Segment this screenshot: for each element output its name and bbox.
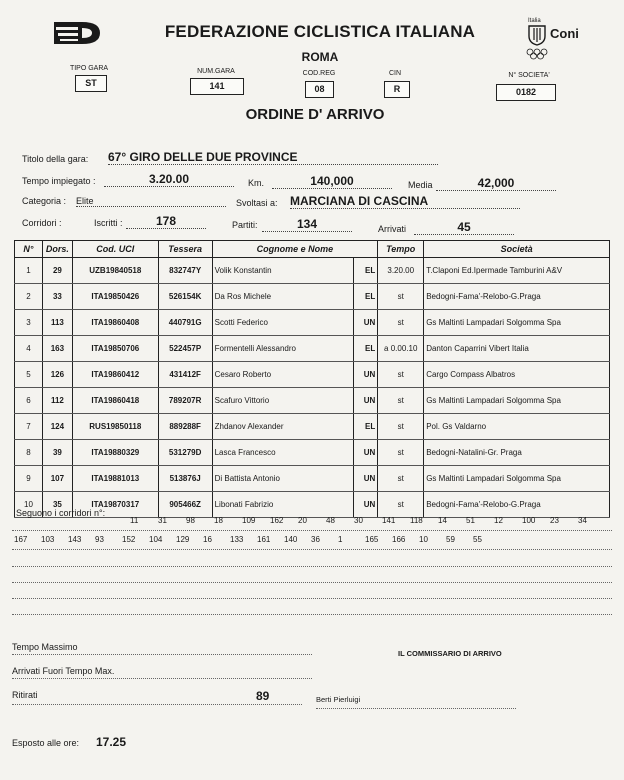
started-label: Partiti: [232, 220, 258, 230]
posted-label: Esposto alle ore: [12, 738, 80, 748]
cell-time: st [378, 440, 424, 466]
cell-dors: 126 [42, 362, 72, 388]
divider-line [12, 549, 612, 550]
cell-uci: ITA19850706 [72, 336, 158, 362]
out-of-time-line [12, 678, 312, 679]
cell-name: Scotti Federico [212, 310, 354, 336]
commissario-label: IL COMMISSARIO DI ARRIVO [398, 649, 502, 658]
riders-label: Corridori : [22, 218, 62, 228]
divider-line [12, 582, 612, 583]
race-title-value: 67° GIRO DELLE DUE PROVINCE [108, 150, 438, 165]
cell-uci: ITA19870317 [72, 492, 158, 518]
following-numbers-line-2 [14, 535, 504, 547]
cell-pos: 3 [15, 310, 43, 336]
finished-label: Arrivati [378, 224, 407, 234]
cell-team: Danton Caparrini Vibert Italia [424, 336, 610, 362]
following-rider-number: 104 [149, 535, 163, 544]
header-pos: N° [15, 241, 43, 258]
cell-cat: EL [354, 414, 378, 440]
category-value: Elite [76, 196, 226, 207]
cell-pos: 10 [15, 492, 43, 518]
cell-uci: ITA19860408 [72, 310, 158, 336]
cell-name: Da Ros Michele [212, 284, 354, 310]
table-row [15, 440, 610, 466]
coni-logo [524, 18, 584, 64]
olympic-rings-icon [526, 48, 548, 60]
retired-label: Ritirati [12, 690, 38, 700]
table-row [15, 388, 610, 414]
fci-logo [52, 18, 104, 48]
societa-num-label: N° SOCIETA' [508, 72, 550, 79]
following-rider-number: 11 [130, 516, 139, 525]
cell-dors: 35 [42, 492, 72, 518]
cell-time: st [378, 362, 424, 388]
following-rider-number: 166 [392, 535, 406, 544]
cell-time: st [378, 466, 424, 492]
cell-team: Gs Maltinti Lampadari Solgomma Spa [424, 388, 610, 414]
table-row [15, 258, 610, 284]
cell-pos: 7 [15, 414, 43, 440]
location-value: MARCIANA DI CASCINA [290, 194, 520, 209]
signature-line [316, 708, 516, 709]
cell-uci: ITA19860418 [72, 388, 158, 414]
cell-name: Lasca Francesco [212, 440, 354, 466]
following-rider-number: 98 [186, 516, 195, 525]
km-value: 140,000 [272, 174, 392, 189]
cell-name: Cesaro Roberto [212, 362, 354, 388]
cell-uci: ITA19850426 [72, 284, 158, 310]
coni-label: Coni [550, 26, 579, 41]
started-value: 134 [262, 217, 352, 232]
cell-tessera: 832747Y [158, 258, 212, 284]
registered-label: Iscritti : [94, 218, 123, 228]
cell-cat: UN [354, 362, 378, 388]
following-rider-number: 34 [578, 516, 587, 525]
retired-line [12, 704, 302, 705]
cell-cat: UN [354, 440, 378, 466]
table-header-row [15, 241, 610, 258]
cell-pos: 6 [15, 388, 43, 414]
cell-name: Formentelli Alessandro [212, 336, 354, 362]
following-rider-number: 152 [122, 535, 136, 544]
media-value: 42,000 [436, 176, 556, 191]
cell-dors: 29 [42, 258, 72, 284]
cell-team: Bedogni-Natalini-Gr. Praga [424, 440, 610, 466]
cell-pos: 9 [15, 466, 43, 492]
cell-pos: 1 [15, 258, 43, 284]
category-label: Categoria : [22, 196, 67, 206]
num-gara-value: 141 [190, 78, 244, 95]
retired-value: 89 [256, 689, 270, 703]
cell-team: Cargo Compass Albatros [424, 362, 610, 388]
following-rider-number: 30 [354, 516, 363, 525]
max-time-label: Tempo Massimo [12, 642, 78, 652]
following-rider-number: 48 [326, 516, 335, 525]
cell-pos: 5 [15, 362, 43, 388]
following-rider-number: 18 [214, 516, 223, 525]
time-label: Tempo impiegato : [22, 176, 96, 186]
following-rider-number: 59 [446, 535, 455, 544]
federation-title: FEDERAZIONE CICLISTICA ITALIANA [164, 22, 476, 41]
cin-label: CIN [388, 70, 402, 77]
following-rider-number: 165 [365, 535, 379, 544]
table-row [15, 466, 610, 492]
following-rider-number: 36 [311, 535, 320, 544]
divider-line [12, 614, 612, 615]
results-table [14, 240, 610, 518]
table-row [15, 310, 610, 336]
following-rider-number: 103 [41, 535, 55, 544]
cell-time: st [378, 492, 424, 518]
cell-team: Gs Maltinti Lampadari Solgomma Spa [424, 466, 610, 492]
header-tessera: Tessera [158, 241, 212, 258]
following-rider-number: 161 [257, 535, 271, 544]
cell-uci: UZB19840518 [72, 258, 158, 284]
cell-tessera: 522457P [158, 336, 212, 362]
following-rider-number: 129 [176, 535, 190, 544]
cell-time: st [378, 388, 424, 414]
cell-team: T.Claponi Ed.Ipermade Tamburini A&V [424, 258, 610, 284]
km-label: Km. [248, 178, 265, 188]
cell-tessera: 513876J [158, 466, 212, 492]
cell-pos: 2 [15, 284, 43, 310]
cell-tessera: 440791G [158, 310, 212, 336]
cell-time: 3.20.00 [378, 258, 424, 284]
header-uci: Cod. UCI [72, 241, 158, 258]
divider-line [12, 530, 612, 531]
cell-name: Di Battista Antonio [212, 466, 354, 492]
posted-time: 17.25 [96, 735, 127, 749]
following-rider-number: 51 [466, 516, 475, 525]
cell-dors: 107 [42, 466, 72, 492]
table-row [15, 284, 610, 310]
cell-tessera: 889288F [158, 414, 212, 440]
cell-pos: 4 [15, 336, 43, 362]
cell-dors: 163 [42, 336, 72, 362]
divider-line [12, 566, 612, 567]
cell-dors: 124 [42, 414, 72, 440]
cell-uci: RUS19850118 [72, 414, 158, 440]
tipo-gara-label: TIPO GARA [69, 65, 109, 72]
time-value: 3.20.00 [104, 172, 234, 187]
cell-dors: 113 [42, 310, 72, 336]
following-rider-number: 55 [473, 535, 482, 544]
table-row [15, 414, 610, 440]
cell-team: Bedogni-Fama'-Relobo-G.Praga [424, 492, 610, 518]
cell-cat: UN [354, 492, 378, 518]
following-rider-number: 133 [230, 535, 244, 544]
cell-team: Pol. Gs Valdarno [424, 414, 610, 440]
out-of-time-label: Arrivati Fuori Tempo Max. [12, 666, 115, 676]
header-time: Tempo [378, 241, 424, 258]
following-rider-number: 16 [203, 535, 212, 544]
media-label: Media [408, 180, 433, 190]
header-societa: Società [424, 241, 610, 258]
cell-time: st [378, 414, 424, 440]
cod-reg-label: COD.REG [302, 70, 336, 77]
divider-line [12, 598, 612, 599]
cell-tessera: 789207R [158, 388, 212, 414]
cell-cat: EL [354, 336, 378, 362]
cell-cat: UN [354, 466, 378, 492]
cell-time: a 0.00.10 [378, 336, 424, 362]
following-rider-number: 141 [382, 516, 396, 525]
registered-value: 178 [126, 214, 206, 229]
cell-pos: 8 [15, 440, 43, 466]
header-name: Cognome e Nome [212, 241, 378, 258]
cell-tessera: 531279D [158, 440, 212, 466]
cell-name: Libonati Fabrizio [212, 492, 354, 518]
cell-cat: UN [354, 310, 378, 336]
following-rider-number: 109 [242, 516, 256, 525]
following-label: Seguono i corridori n°: [16, 508, 106, 518]
following-rider-number: 31 [158, 516, 167, 525]
following-rider-number: 20 [298, 516, 307, 525]
commissario-name: Berti Pierluigi [316, 695, 361, 704]
cell-uci: ITA19860412 [72, 362, 158, 388]
cell-dors: 39 [42, 440, 72, 466]
following-rider-number: 118 [410, 516, 423, 525]
cell-dors: 112 [42, 388, 72, 414]
cell-name: Volik Konstantin [212, 258, 354, 284]
coni-shield-icon [526, 24, 548, 46]
following-rider-number: 143 [68, 535, 82, 544]
num-gara-label: NUM.GARA [197, 68, 235, 75]
following-rider-number: 10 [419, 535, 428, 544]
following-rider-number: 12 [494, 516, 503, 525]
cin-value: R [384, 81, 410, 98]
max-time-line [12, 654, 312, 655]
race-title-label: Titolo della gara: [22, 154, 89, 164]
cell-tessera: 526154K [158, 284, 212, 310]
following-rider-number: 167 [14, 535, 28, 544]
following-rider-number: 162 [270, 516, 284, 525]
cell-uci: ITA19880329 [72, 440, 158, 466]
italia-label: Italia [528, 18, 541, 24]
cell-cat: EL [354, 258, 378, 284]
order-title: ORDINE D' ARRIVO [245, 106, 385, 123]
cell-name: Scafuro Vittorio [212, 388, 354, 414]
societa-num-value: 0182 [496, 84, 556, 101]
following-rider-number: 93 [95, 535, 104, 544]
cell-tessera: 905466Z [158, 492, 212, 518]
table-row [15, 362, 610, 388]
tipo-gara-value: ST [75, 75, 107, 92]
cell-time: st [378, 284, 424, 310]
location-label: Svoltasi a: [236, 198, 278, 208]
cell-cat: EL [354, 284, 378, 310]
table-row [15, 336, 610, 362]
following-rider-number: 140 [284, 535, 298, 544]
cod-reg-value: 08 [305, 81, 334, 98]
cell-uci: ITA19881013 [72, 466, 158, 492]
cell-cat: UN [354, 388, 378, 414]
federation-city: ROMA [301, 50, 339, 64]
cell-time: st [378, 310, 424, 336]
cell-dors: 33 [42, 284, 72, 310]
cell-tessera: 431412F [158, 362, 212, 388]
following-rider-number: 14 [438, 516, 447, 525]
finished-value: 45 [414, 220, 514, 235]
following-numbers-line-1 [130, 516, 610, 528]
header-dors: Dors. [42, 241, 72, 258]
following-rider-number: 100 [522, 516, 536, 525]
following-rider-number: 1 [338, 535, 343, 544]
cell-team: Bedogni-Fama'-Relobo-G.Praga [424, 284, 610, 310]
cell-team: Gs Maltinti Lampadari Solgomma Spa [424, 310, 610, 336]
following-rider-number: 23 [550, 516, 559, 525]
cell-name: Zhdanov Alexander [212, 414, 354, 440]
